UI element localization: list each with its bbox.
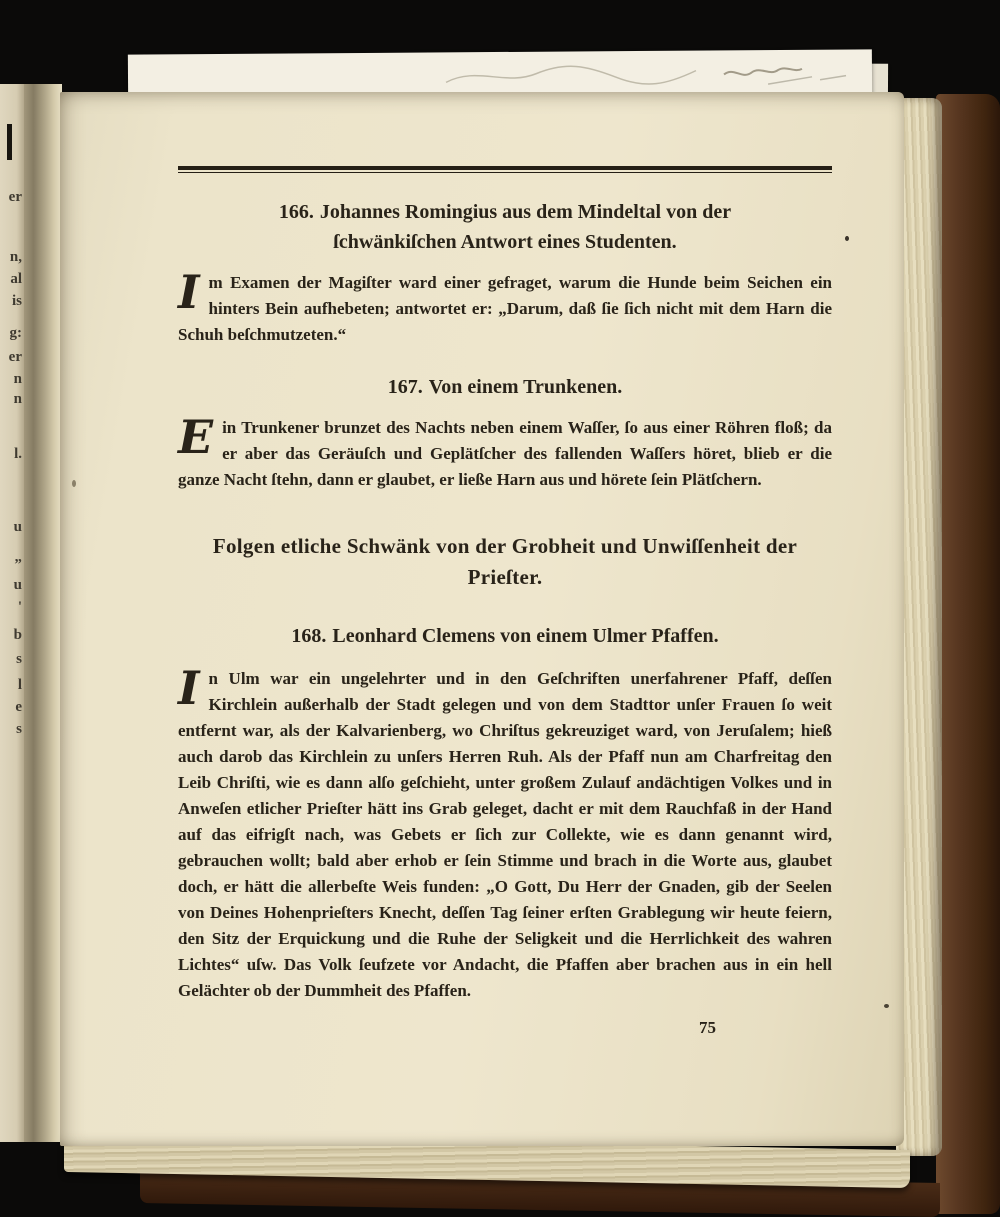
section-number: 166.	[278, 201, 314, 223]
edge-text-fragment: s	[16, 721, 22, 737]
paper-speck	[845, 236, 849, 241]
edge-text-fragment: er	[8, 189, 22, 205]
edge-text-fragment: n,	[9, 249, 22, 265]
facing-page-edge	[0, 84, 24, 1142]
edge-text-fragment: g:	[9, 325, 22, 341]
edge-text-fragment: n	[13, 371, 22, 387]
edge-text-fragment: e	[15, 699, 22, 715]
edge-text-fragment: l.	[14, 446, 22, 462]
edge-text-fragment: u	[13, 519, 22, 535]
paragraph-text: in Trunkener brunzet des Nachts neben einem Waſſer, ſo aus einer Röhren floß; da er aber das Geräuſch und Geplätſcher des fallenden Waſſers höret, blieb er die ganze Nacht ſtehn, dann er glaubet, er ließe Harn aus und hörete ſein Plätſchern.	[178, 418, 832, 489]
paper-smudge	[72, 480, 76, 487]
edge-text-fragment: is	[11, 293, 22, 309]
edge-text-fragment: '	[17, 599, 22, 615]
handwriting-scribble	[438, 52, 858, 97]
edge-text-fragment: b	[13, 627, 22, 643]
edge-text-fragment: al	[10, 271, 22, 287]
section-168-heading	[178, 621, 832, 651]
page-number: 75	[699, 1018, 716, 1037]
part-heading: Folgen etliche Schwänk von der Grobheit und Unwiſſenheit der Prieſter.	[212, 534, 798, 589]
paper-speck	[884, 1004, 889, 1008]
section-168-paragraph	[178, 661, 832, 1004]
edge-text-fragment: u	[13, 577, 22, 593]
paragraph-text: m Examen der Magiſter ward einer gefraget, warum die Hunde beim Seichen ein hinters Bein aufhebeten; antwortet er: „Darum, daß ſie ſich nicht mit dem Harn die Schuh beſchmutzeten.“	[178, 273, 832, 344]
book-cover	[936, 94, 1000, 1214]
edge-text-fragment: er	[8, 349, 22, 365]
section-166-paragraph	[178, 265, 832, 348]
edge-text-fragment: s	[16, 651, 22, 667]
head-rule	[178, 166, 832, 173]
edge-text-fragment: n	[13, 391, 22, 407]
section-title: Leonhard Clemens von einem Ulmer Pfaffen.	[332, 625, 719, 647]
book-page	[60, 92, 904, 1146]
drop-cap-initial: E	[178, 410, 214, 464]
section-title: Johannes Romingius aus dem Mindeltal von der ſchwänkiſchen Antwort eines Studenten.	[319, 201, 732, 253]
drop-cap-initial: I	[178, 265, 200, 319]
page-content	[178, 166, 832, 1038]
section-number: 168.	[291, 625, 327, 647]
page-gutter-shadow	[24, 84, 62, 1142]
section-166-heading	[225, 197, 785, 257]
section-167-heading	[178, 372, 832, 402]
edge-text-fragment: l	[17, 677, 22, 693]
section-167-paragraph	[178, 410, 832, 493]
edge-text-fragment: „	[14, 549, 22, 565]
section-title: Von einem Trunkenen.	[428, 376, 623, 398]
paragraph-text: n Ulm war ein ungelehrter und in den Geſchriften unerfahrener Pfaff, deſſen Kirchlein außerhalb der Stadt gelegen und von dem Stadttor unſer Frauen ſo weit entfernt war, als der Kalvarienberg, wo Chriſtus gekreuziget ward, von Jeruſalem; hieß auch darob das Kirchlein zu unſers Herren Ruh. Als der Pfaff nun am Charfreitag den Leib Chriſti, wie es dann alſo geſchieht, unter großem Zulauf andächtigen Volkes und in Anweſen etlicher Prieſter hätt ins Grab geleget, dacht er mit dem Rauchfaß in der Hand auf das eifrigſt nach, was Gebets er ſich zur Collekte, wie es dann genannt wird, gebrauchen wollt; bald aber erhob er ſein Stimme und brach in die Worte aus, glaubet doch, er hätt die allerbeſte Weis funden: „O Gott, Du Herr der Gnaden, gib der Seelen von Deines Hohenprieſters Knecht, deſſen Tag ſeiner erſten Grablegung wir heute feiern, den Sitz der Erquickung und die Ruhe der Seligkeit und die Herrlichkeit des wahren Lichtes“ uſw. Das Volk ſeufzete vor Andacht, die Pfaffen aber brachen aus in ein hell Gelächter ob der Dummheit des Pfaffen.	[178, 669, 832, 1000]
drop-cap-initial: I	[178, 661, 200, 715]
section-number: 167.	[387, 376, 423, 398]
edge-mark	[7, 124, 12, 160]
